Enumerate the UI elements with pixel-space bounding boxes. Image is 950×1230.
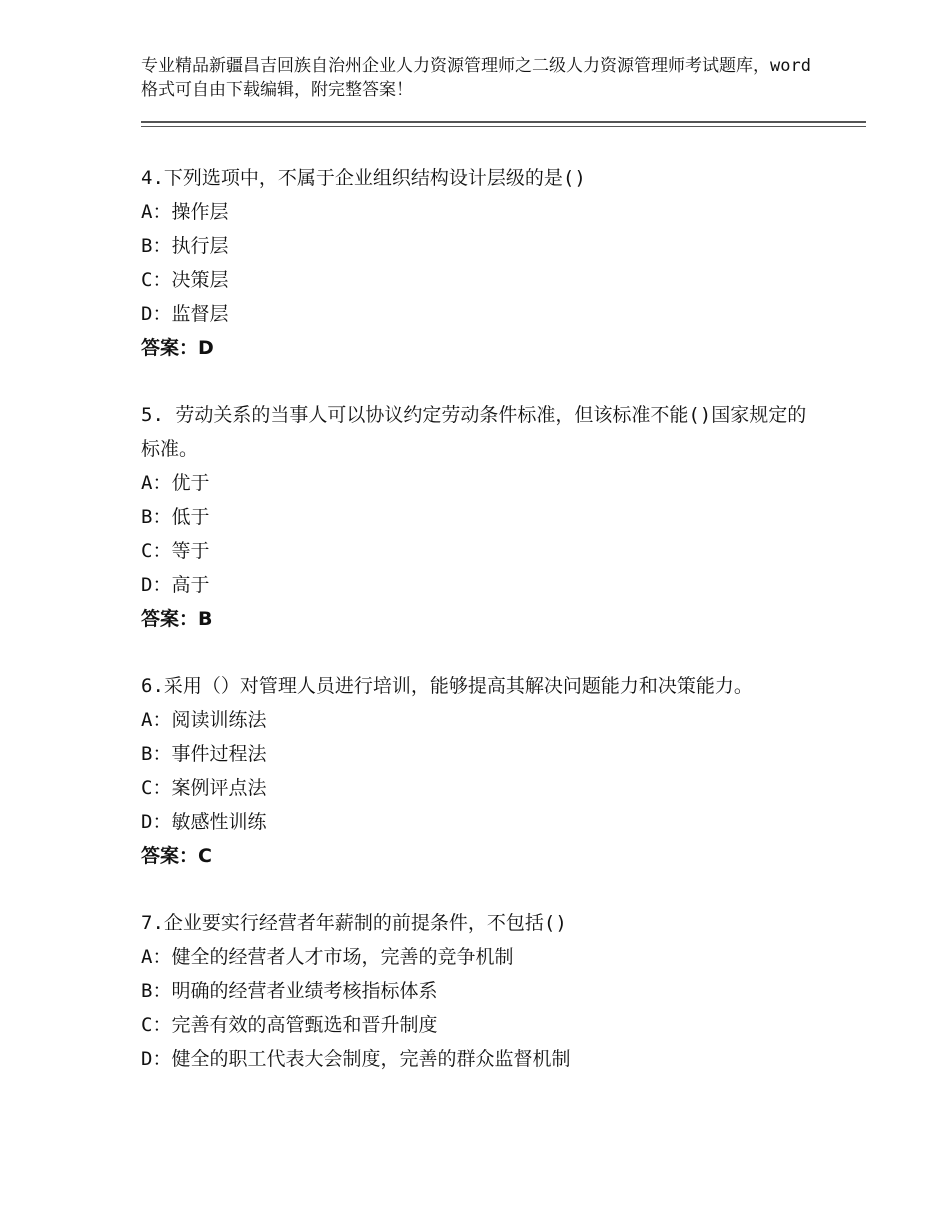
question-list bbox=[141, 161, 811, 1076]
option-c: C：完善有效的高管甄选和晋升制度 bbox=[141, 1014, 438, 1036]
question-5 bbox=[141, 398, 811, 636]
answer: 答案：D bbox=[141, 337, 214, 359]
answer: 答案：C bbox=[141, 845, 212, 867]
option-b: B：低于 bbox=[141, 506, 210, 528]
option-a: A：阅读训练法 bbox=[141, 709, 267, 731]
header-rule-thin bbox=[141, 126, 866, 127]
option-d: D：高于 bbox=[141, 574, 210, 596]
option-c: C：案例评点法 bbox=[141, 777, 267, 799]
option-c: C：等于 bbox=[141, 540, 210, 562]
option-c: C：决策层 bbox=[141, 269, 229, 291]
option-d: D：健全的职工代表大会制度，完善的群众监督机制 bbox=[141, 1048, 571, 1070]
option-b: B：执行层 bbox=[141, 235, 229, 257]
question-text: 7.企业要实行经营者年薪制的前提条件，不包括() bbox=[141, 912, 567, 934]
question-4 bbox=[141, 161, 811, 365]
question-text: 4.下列选项中，不属于企业组织结构设计层级的是() bbox=[141, 167, 586, 189]
option-d: D：敏感性训练 bbox=[141, 811, 267, 833]
header-rule-thick bbox=[141, 121, 866, 123]
option-a: A：优于 bbox=[141, 472, 210, 494]
question-text: 5. 劳动关系的当事人可以协议约定劳动条件标准，但该标准不能()国家规定的标准。 bbox=[141, 404, 807, 460]
option-a: A：健全的经营者人才市场，完善的竞争机制 bbox=[141, 946, 514, 968]
question-text: 6.采用（）对管理人员进行培训，能够提高其解决问题能力和决策能力。 bbox=[141, 675, 753, 697]
document-header: 专业精品新疆昌吉回族自治州企业人力资源管理师之二级人力资源管理师考试题库，word格式可自由下载编辑，附完整答案！ bbox=[141, 56, 811, 100]
option-b: B：明确的经营者业绩考核指标体系 bbox=[141, 980, 438, 1002]
question-7 bbox=[141, 906, 811, 1076]
answer: 答案：B bbox=[141, 608, 213, 630]
option-b: B：事件过程法 bbox=[141, 743, 267, 765]
option-a: A：操作层 bbox=[141, 201, 229, 223]
question-6 bbox=[141, 669, 811, 873]
option-d: D：监督层 bbox=[141, 303, 229, 325]
